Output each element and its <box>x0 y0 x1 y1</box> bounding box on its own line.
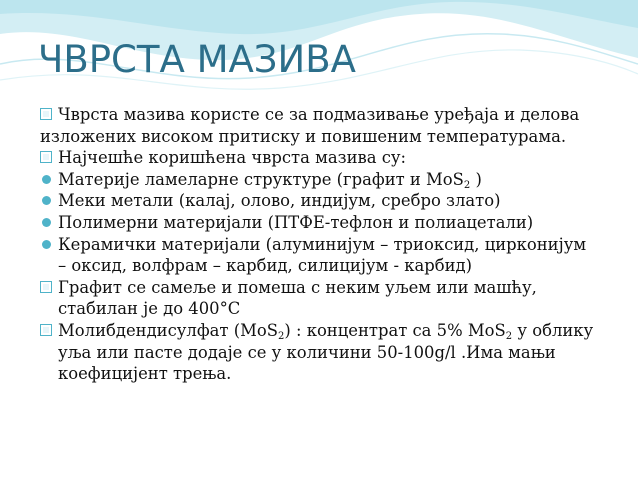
dot-bullet-icon <box>42 175 51 184</box>
list-item <box>40 277 632 320</box>
list-item <box>40 212 632 234</box>
list-item <box>40 190 632 212</box>
list-item-text: изложених високом притиску и повишеним температурама. <box>40 126 567 146</box>
list-item-text: – оксид, волфрам – карбид, силицијум - карбид) <box>58 256 473 276</box>
list-item <box>40 147 632 169</box>
list-item <box>40 169 632 191</box>
list-item-text: Материје ламеларне структуре (графит и MoS <box>58 169 464 189</box>
list-item-text: Најчешће коришћена чврста мазива су: <box>58 148 407 168</box>
content-body <box>40 104 632 385</box>
list-item <box>40 320 632 385</box>
list-item-text: коефицијент трења. <box>58 364 232 384</box>
dot-bullet-icon <box>42 196 51 205</box>
list-item-text: Полимерни материјали (ПТФЕ-тефлон и полиацетали) <box>58 212 534 232</box>
page-title: ЧВРСТА МАЗИВА <box>38 38 356 81</box>
list-item-text: Керамички материјали (алуминијум – триоксид, цирконијум <box>58 234 587 254</box>
list-item-text: стабилан је до 400°C <box>58 299 241 319</box>
list-item <box>40 234 632 277</box>
subscript: 2 <box>463 179 471 191</box>
list-item-text: уља или пасте додаје се у количини 50-100g/l .Има мањи <box>58 342 556 362</box>
subscript: 2 <box>505 330 513 342</box>
list-item-text: у облику <box>512 320 594 340</box>
checkbox-bullet-icon <box>40 324 52 336</box>
list-item-text: ) <box>470 169 482 189</box>
checkbox-bullet-icon <box>40 108 52 120</box>
list-item-text: Графит се самеље и помеша с неким уљем или машћу, <box>58 277 537 297</box>
checkbox-bullet-icon <box>40 281 52 293</box>
list-item-continuation <box>40 126 632 148</box>
list-item-text: ) : концентрат са 5% MoS <box>284 320 506 340</box>
dot-bullet-icon <box>42 218 51 227</box>
list-item-text: Меки метали (калај, олово, индијум, сребро злато) <box>58 191 501 211</box>
dot-bullet-icon <box>42 240 51 249</box>
subscript: 2 <box>277 330 285 342</box>
list-item <box>40 104 632 126</box>
list-item-text: Чврста мазива користе се за подмазивање уређаја и делова <box>58 105 580 124</box>
checkbox-bullet-icon <box>40 151 52 163</box>
list-item-text: Молибдендисулфат (MoS <box>58 320 278 340</box>
